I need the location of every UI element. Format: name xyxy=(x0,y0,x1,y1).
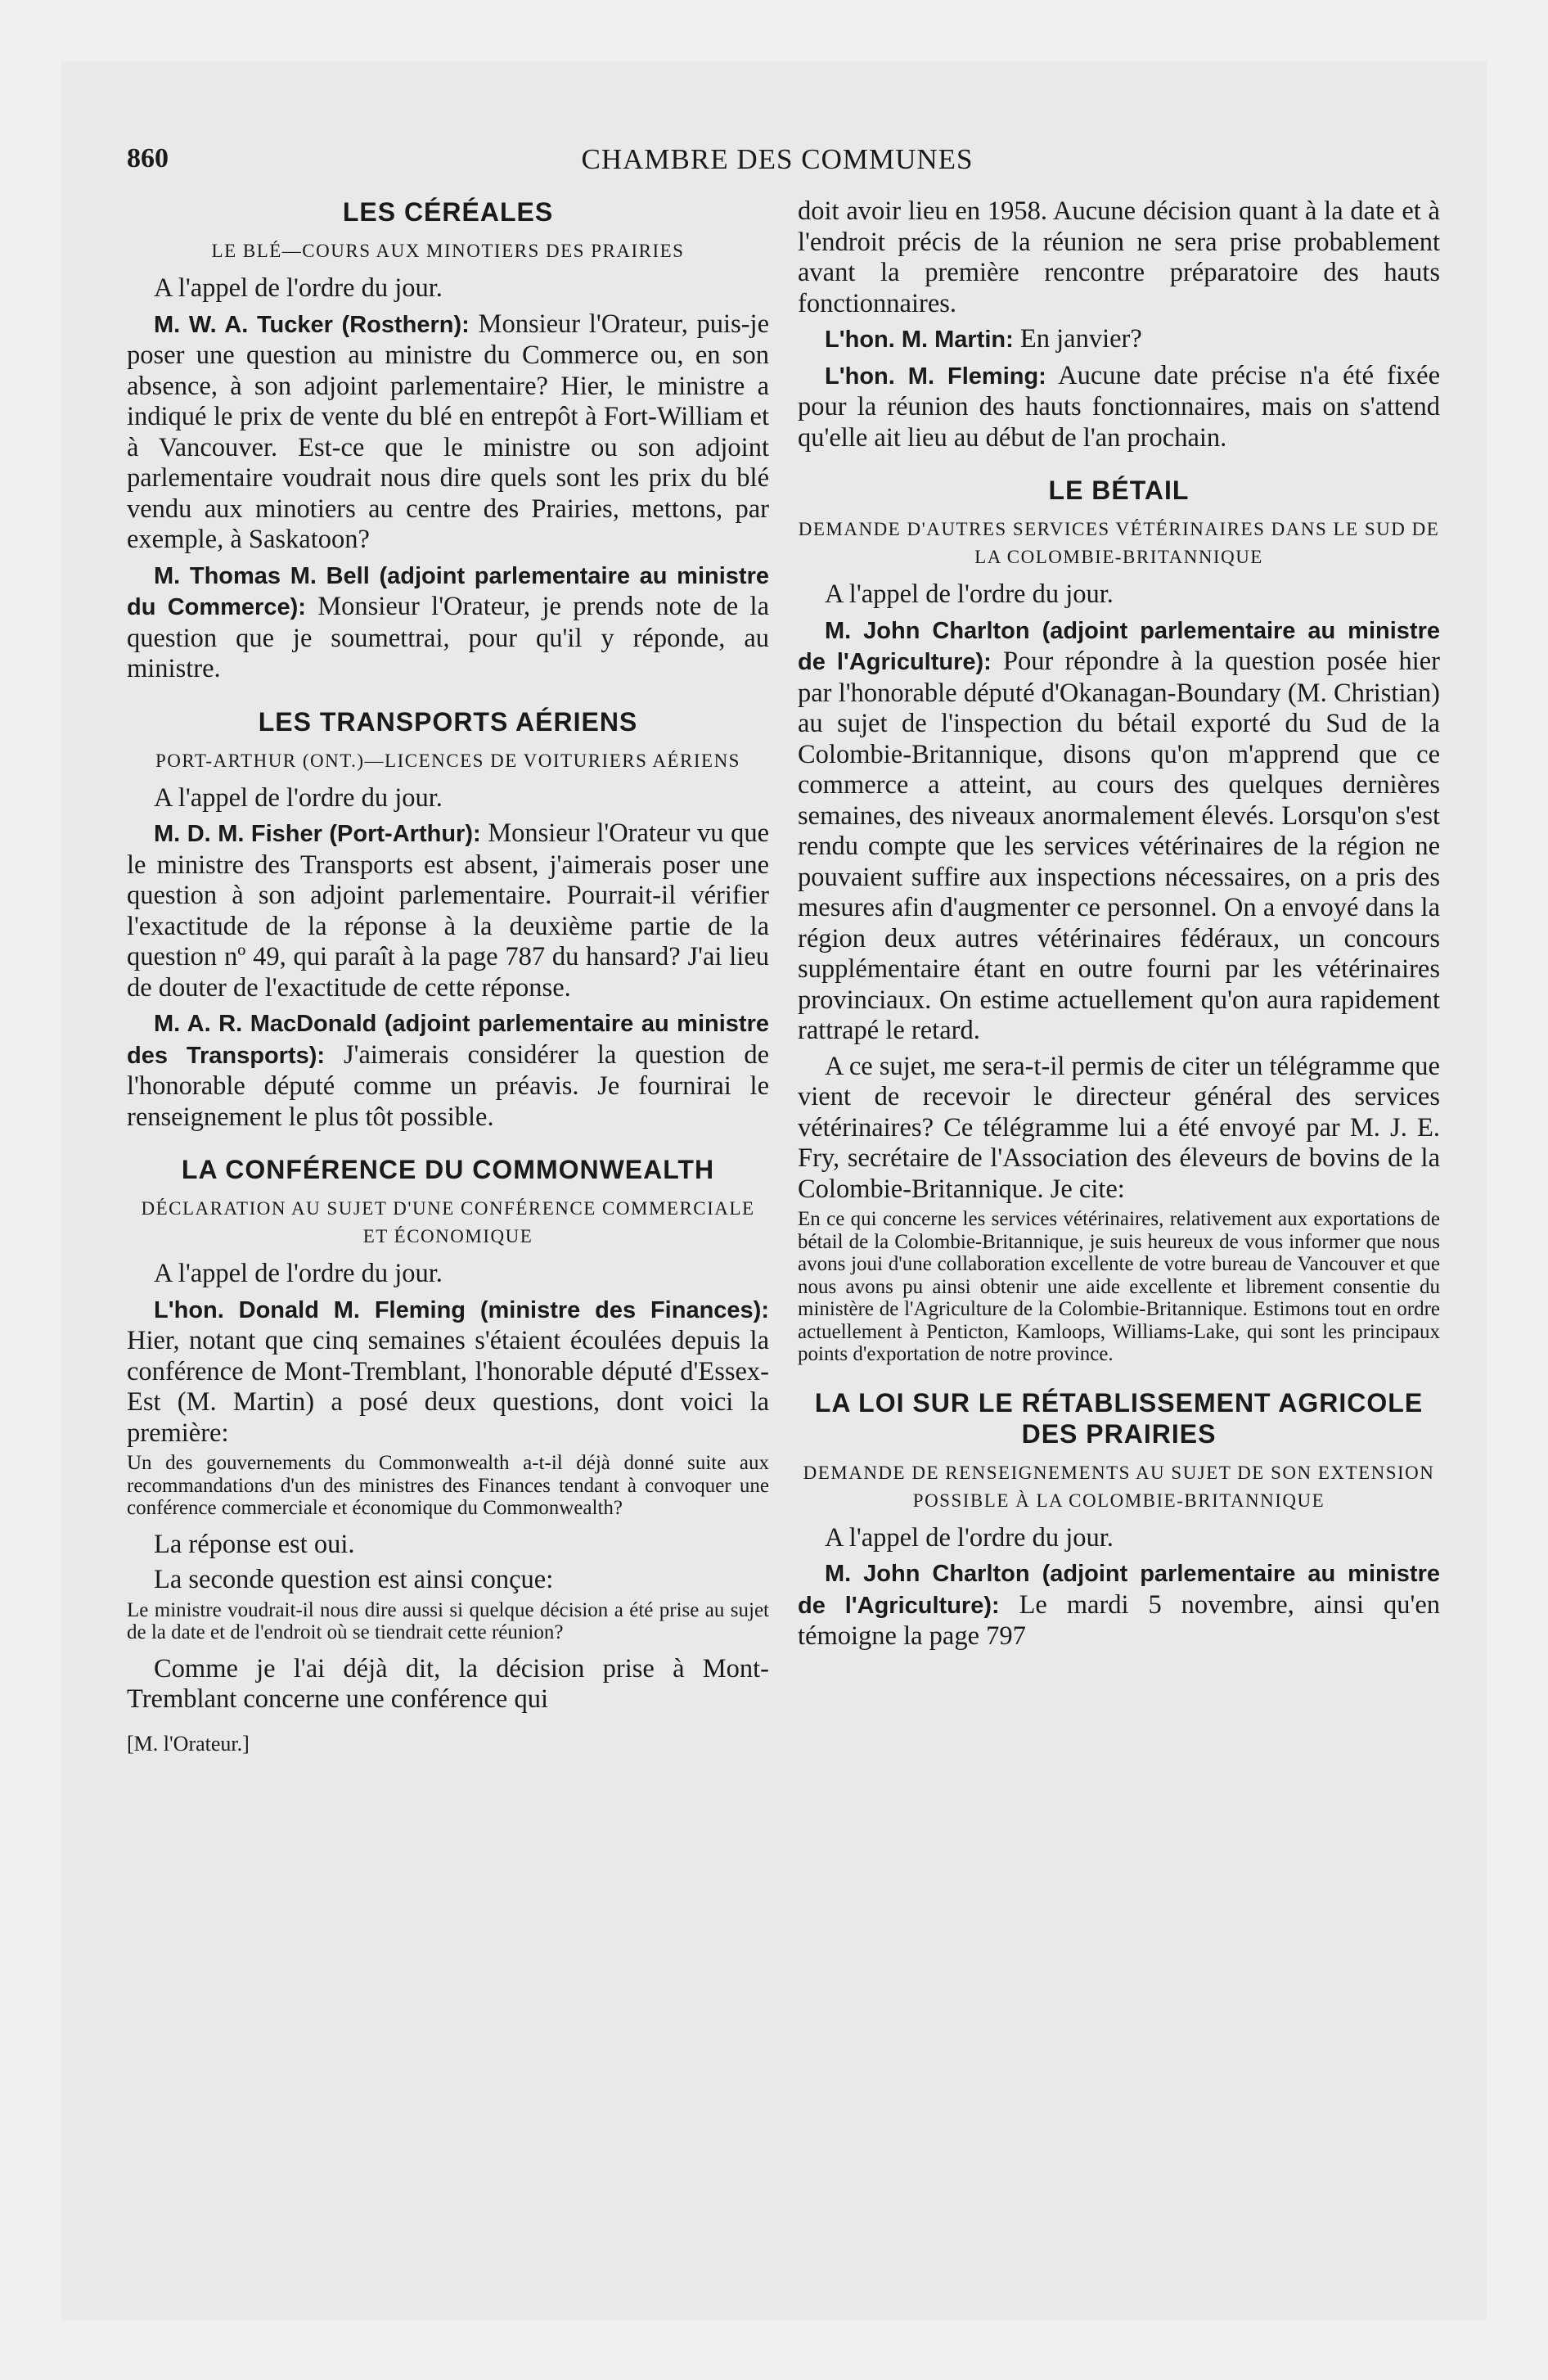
text-martin: En janvier? xyxy=(1013,324,1142,354)
order-of-day: A l'appel de l'ordre du jour. xyxy=(154,273,443,303)
speaker-fleming-reply: L'hon. M. Fleming: xyxy=(825,363,1046,390)
text-fleming-reply: Aucune date précise n'a été fixée pour la réunion des hauts fonctionnaires, mais on s'attend qu'elle ait lieu au début de l'an prochain. xyxy=(798,360,1441,453)
order-of-day: A l'appel de l'ordre du jour. xyxy=(154,782,443,813)
section-subtitle-conference: DÉCLARATION AU SUJET D'UNE CONFÉRENCE COMMERCIALE ET ÉCONOMIQUE xyxy=(141,1198,755,1246)
text-tucker: Monsieur l'Orateur, puis-je poser une question au ministre du Commerce ou, en son absence, à son adjoint parlementaire? Hier, le ministre a indiqué le prix de vente du blé en entrepôt à Fort-William et à Vancouver. Est-ce que le ministre ou son adjoint parlementaire voudrait nous dire quels sont les prix du blé vendu aux minotiers au centre des Prairies, mettons, par exemple, à Saskatoon? xyxy=(127,309,769,554)
order-of-day: A l'appel de l'ordre du jour. xyxy=(825,1522,1114,1553)
paragraph-fleming xyxy=(127,1295,769,1449)
paragraph-fleming-reply xyxy=(798,361,1440,454)
text-bell: Monsieur l'Orateur, je prends note de la question que je soumettrai, pour qu'il y réponde, au ministre. xyxy=(127,592,769,683)
text-fleming: Hier, notant que cinq semaines s'étaient écoulées depuis la conférence de Mont-Tremblant, l'honorable député d'Essex-Est (M. Martin) a posé deux questions, dont voici la première: xyxy=(127,1326,769,1448)
section-title-loi: LA LOI SUR LE RÉTABLISSEMENT AGRICOLE DES PRAIRIES xyxy=(814,1387,1424,1449)
paragraph-fisher xyxy=(127,818,769,1003)
quote-first-question: Un des gouvernements du Commonwealth a-t-il déjà donné suite aux recommandations d'un des ministres des Finances tendant à convoquer une conférence commerciale et économique du Commonwealth? xyxy=(127,1452,769,1519)
section-title-cereales: LES CÉRÉALES xyxy=(342,197,554,227)
speaker-fleming: L'hon. Donald M. Fleming (ministre des Finances): xyxy=(154,1296,769,1323)
paragraph-telegram: A ce sujet, me sera-t-il permis de citer un télégramme que vient de recevoir le directeur général des services vétérinaires? Ce télégramme lui a été envoyé par M. J. E. Fry, secrétaire de l'Association des éleveurs de bovins de la Colombie-Britannique. Je cite: xyxy=(798,1051,1440,1204)
section-subtitle-port-arthur: PORT-ARTHUR (ONT.)—LICENCES DE VOITURIERS AÉRIENS xyxy=(155,750,740,771)
text-charlton-2: Le mardi 5 novembre, ainsi qu'en témoigne la page 797 xyxy=(798,1589,1440,1651)
paragraph-tucker xyxy=(127,309,769,556)
paragraph-charlton xyxy=(798,615,1440,1047)
speaker-martin: L'hon. M. Martin: xyxy=(825,327,1014,353)
text-macdonald: J'aimerais considérer la question de l'honorable député comme un préavis. Je fournirai le renseignement le plus tôt possible. xyxy=(127,1039,769,1132)
section-title-betail: LE BÉTAIL xyxy=(1048,476,1190,505)
speaker-macdonald: M. A. R. MacDonald (adjoint parlementaire au ministre des Transports): xyxy=(127,1011,769,1069)
quote-second-question: Le ministre voudrait-il nous dire aussi si quelque décision a été prise au sujet de la date et de l'endroit où se tiendrait cette réunion? xyxy=(127,1598,769,1643)
running-head: CHAMBRE DES COMMUNES xyxy=(581,143,974,175)
paragraph-mont-tremblant: Comme je l'ai déjà dit, la décision prise à Mont-Tremblant concerne une conférence qui xyxy=(127,1653,769,1714)
right-column xyxy=(798,196,1440,1652)
left-column xyxy=(127,196,769,1759)
paragraph-martin xyxy=(798,324,1440,356)
paragraph-answer: La réponse est oui. xyxy=(154,1529,355,1559)
section-subtitle-veterinaires: DEMANDE D'AUTRES SERVICES VÉTÉRINAIRES DANS LE SUD DE LA COLOMBIE-BRITANNIQUE xyxy=(798,519,1440,567)
page-number: 860 xyxy=(127,143,169,174)
column-footer: [M. l'Orateur.] xyxy=(127,1731,250,1756)
speaker-fisher: M. D. M. Fisher (Port-Arthur): xyxy=(154,821,481,847)
section-title-commonwealth: LA CONFÉRENCE DU COMMONWEALTH xyxy=(181,1155,715,1184)
speaker-tucker: M. W. A. Tucker (Rosthern): xyxy=(154,311,470,338)
order-of-day: A l'appel de l'ordre du jour. xyxy=(154,1259,443,1288)
scanned-page xyxy=(61,61,1487,2320)
paragraph-continuation: doit avoir lieu en 1958. Aucune décision quant à la date et à l'endroit précis de la réunion ne sera prise probablement avant la première rencontre préparatoire des hauts fonctionnaires. xyxy=(798,196,1440,318)
paragraph-bell xyxy=(127,561,769,685)
section-subtitle-extension: DEMANDE DE RENSEIGNEMENTS AU SUJET DE SON EXTENSION POSSIBLE À LA COLOMBIE-BRITANNIQUE xyxy=(803,1462,1435,1511)
speaker-charlton: M. John Charlton (adjoint parlementaire au ministre de l'Agriculture): xyxy=(798,617,1440,675)
quote-telegram: En ce qui concerne les services vétérinaires, relativement aux exportations de bétail de la Colombie-Britannique, je suis heureux de vous informer que nous avons joui d'une collaboration excellente de votre bureau de Vancouver et que nous avons pu ainsi obtenir une aide excellente et librement consentie du ministère de l'Agriculture de la Colombie-Britannique. Estimons tout en ordre actuellement à Penticton, Kamloops, Williams-Lake, qui sont les principaux points d'exportation de notre province. xyxy=(798,1208,1440,1365)
paragraph-charlton-2 xyxy=(798,1558,1440,1652)
paragraph-macdonald xyxy=(127,1008,769,1133)
text-fisher: Monsieur l'Orateur vu que le ministre des Transports est absent, j'aimerais poser une question à son adjoint parlementaire. Pourrait-il vérifier l'exactitude de la réponse à la deuxième partie de la question nº 49, qui paraît à la page 787 du hansard? J'ai lieu de douter de l'exactitude de cette réponse. xyxy=(127,818,769,1003)
order-of-day: A l'appel de l'ordre du jour. xyxy=(825,579,1114,609)
text-charlton: Pour répondre à la question posée hier par l'honorable député d'Okanagan-Boundary (M. Christian) au sujet de l'inspection du bétail exporté du Sud de la Colombie-Britannique, disons qu'on m'apprend que ce commerce a atteint, au cours des quelques dernières semaines, des niveaux anormalement élevés. Lorsqu'on s'est rendu compte que les services vétérinaires de la région ne pouvaient suffire aux inspections nécessaires, on a pris des mesures afin d'augmenter ce personnel. On a envoyé dans la région deux autres vétérinaires fédéraux, un concours supplémentaire étant en outre fourni par les vétérinaires provinciaux. On estime actuellement qu'on aura rapidement rattrapé le retard. xyxy=(798,647,1440,1045)
section-title-transports: LES TRANSPORTS AÉRIENS xyxy=(258,706,638,737)
speaker-charlton-2: M. John Charlton (adjoint parlementaire au ministre de l'Agriculture): xyxy=(798,1561,1440,1619)
section-subtitle-ble: LE BLÉ—COURS AUX MINOTIERS DES PRAIRIES xyxy=(211,241,685,261)
speaker-bell: M. Thomas M. Bell (adjoint parlementaire au ministre du Commerce): xyxy=(127,562,769,620)
paragraph-second-question: La seconde question est ainsi conçue: xyxy=(154,1565,554,1594)
page-header xyxy=(127,143,1428,192)
